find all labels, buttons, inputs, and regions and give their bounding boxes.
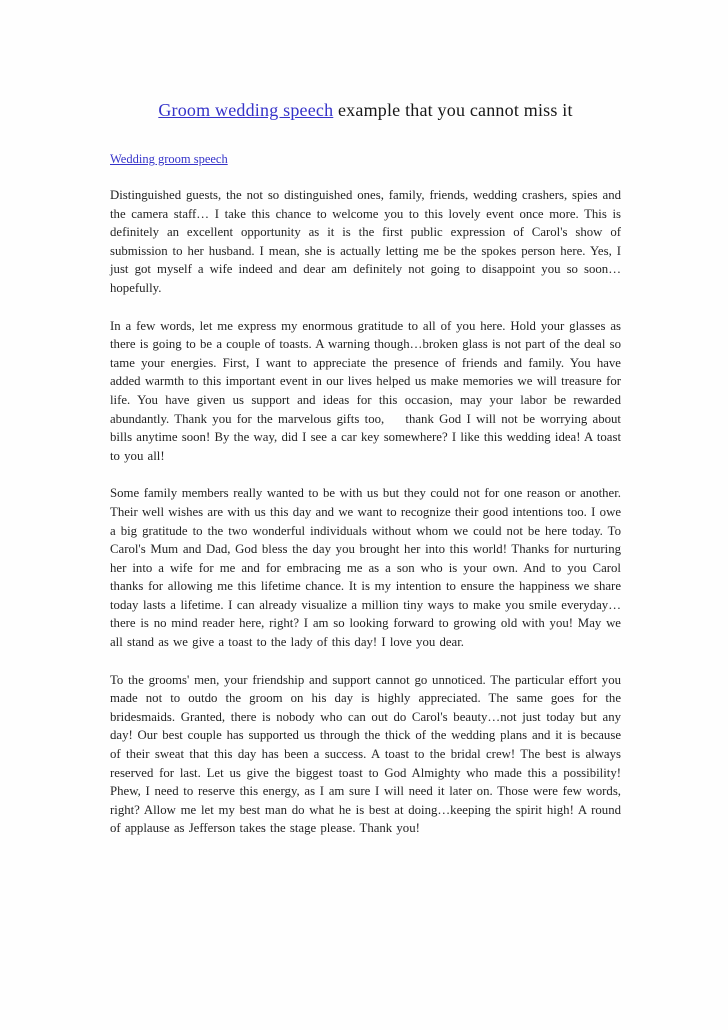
page-title <box>110 98 621 122</box>
speech-paragraph-3: Some family members really wanted to be with us but they could not for one reason or another. Their well wishes are with us this day and we want to recognize their good intentions too. I owe a big gratitude to the two wonderful individuals without whom we could not be here today. To Carol's Mum and Dad, God bless the day you brought her into this world! Thanks for nurturing her into a wife for me and for embracing me as a son who is your own. And to you Carol thanks for allowing me this lifetime chance. It is my intention to ensure the happiness we share today lasts a lifetime. I can already visualize a million tiny ways to make you smile everyday…there is no mind reader here, right? I am so looking forward to growing old with you! May we all stand as we give a toast to the lady of this day! I love you dear. <box>110 486 621 650</box>
subtitle-link[interactable]: Wedding groom speech <box>110 152 228 166</box>
subtitle <box>110 151 621 167</box>
speech-body <box>110 186 621 838</box>
speech-paragraph-2: In a few words, let me express my enormous gratitude to all of you here. Hold your glasses as there is going to be a couple of toasts. A warning though…broken glass is not part of the deal so tame your energies. First, I want to appreciate the presence of friends and family. You have added warmth to this important event in our lives helped us make memories we will treasure for life. You have given us support and ideas for this occasion, may your labor be rewarded abundantly. Thank you for the marvelous gifts too, thank God I will not be worrying about bills anytime soon! By the way, did I see a car key somewhere? I like this wedding idea! A toast to you all! <box>110 318 621 463</box>
speech-paragraph-1: Distinguished guests, the not so distinguished ones, family, friends, wedding crashers, spies and the camera staff… I take this chance to welcome you to this lovely event once more. This is definitely an excellent opportunity as it is the first public expression of Carol's show of submission to her husband. I mean, she is actually letting me be the spokes person here. Yes, I just got myself a wife indeed and dear am definitely not going to disappoint you so soon…hopefully. <box>110 188 621 295</box>
title-link[interactable]: Groom wedding speech <box>158 100 334 120</box>
title-rest: example that you cannot miss it <box>333 100 573 120</box>
speech-paragraph-4: To the grooms' men, your friendship and support cannot go unnoticed. The particular effort you made not to outdo the groom on his day is highly appreciated. The same goes for the bridesmaids. Granted, there is nobody who can out do Carol's beauty…not just today but any day! Our best couple has supported us through the thick of the wedding plans and it is because of their sweat that this day has been a success. A toast to the bridal crew! The best is always reserved for last. Let us give the biggest toast to God Almighty who made this a possibility! Phew, I need to reserve this energy, as I am sure I will need it later on. Those were few words, right? Allow me let my best man do what he is best at doing…keeping the spirit high! A round of applause as Jefferson takes the stage please. Thank you! <box>110 672 621 836</box>
